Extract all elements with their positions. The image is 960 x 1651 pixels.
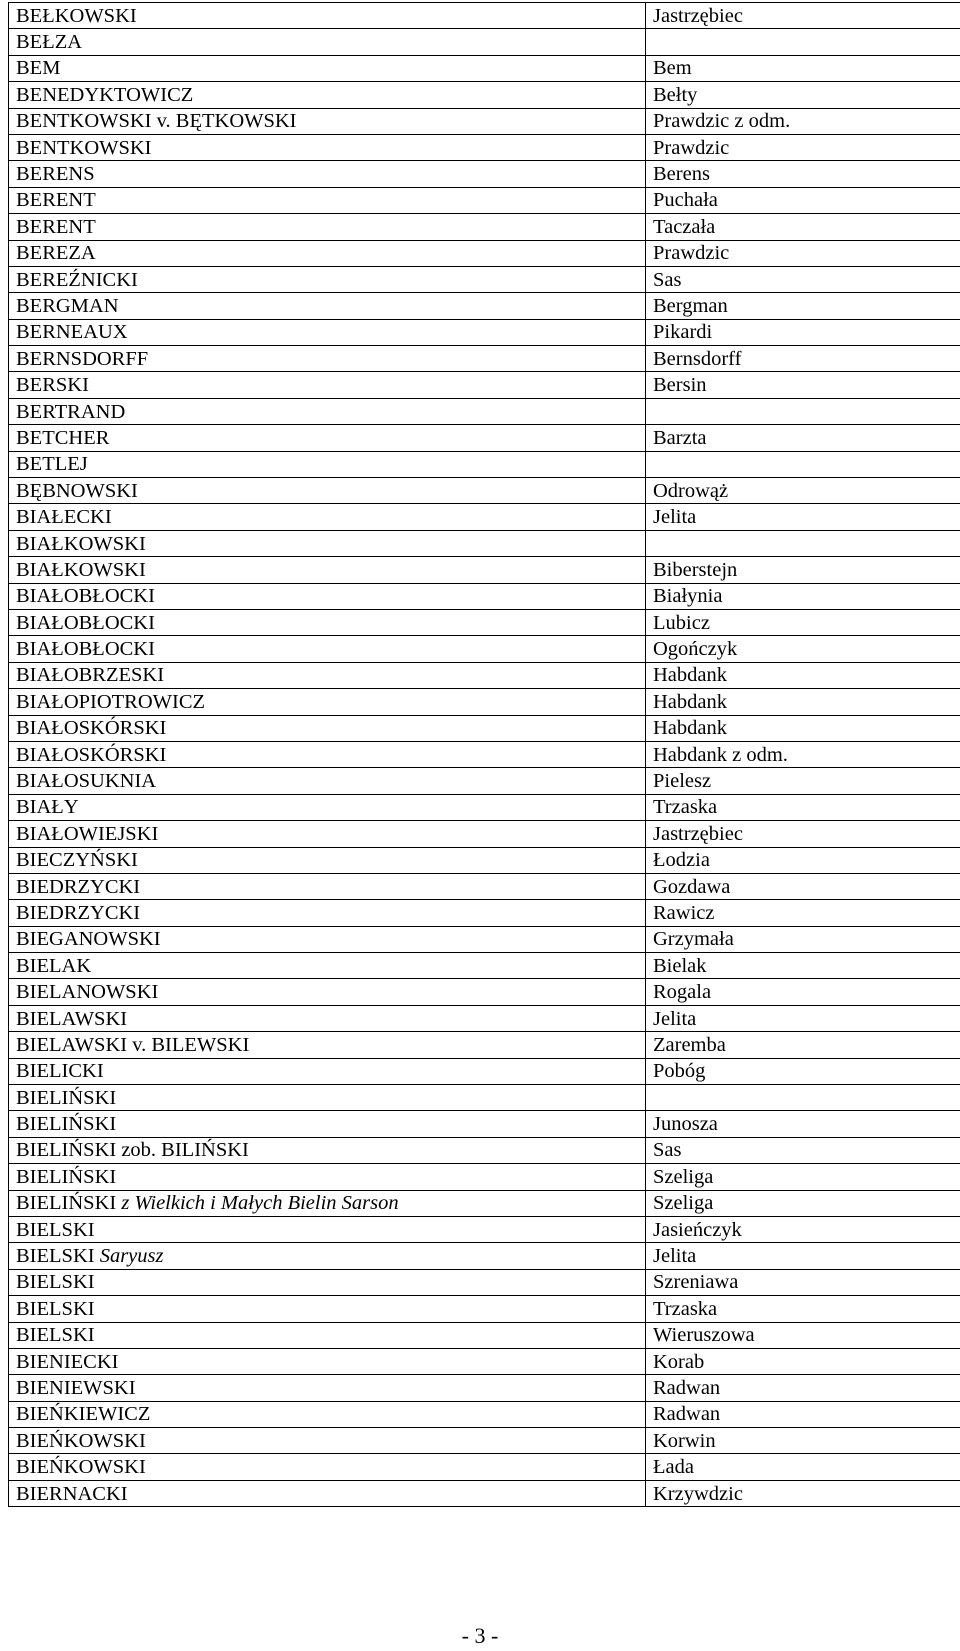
table-row xyxy=(9,425,960,451)
table-row xyxy=(9,1243,960,1269)
surname-text: BERENT xyxy=(16,215,96,238)
table-row xyxy=(9,979,960,1005)
surname-cell xyxy=(9,319,646,345)
surname-cell xyxy=(9,1005,646,1031)
crest-cell: Pielesz xyxy=(646,768,960,794)
table-row xyxy=(9,478,960,504)
surname-text: BIELSKI xyxy=(16,1271,95,1294)
surname-text: BENEDYKTOWICZ xyxy=(16,83,194,106)
surname-cell xyxy=(9,1243,646,1269)
table-row xyxy=(9,689,960,715)
surname-text: BIAŁOPIOTROWICZ xyxy=(16,690,206,713)
surname-crest-table xyxy=(8,2,960,1507)
surname-cell xyxy=(9,1428,646,1454)
surname-cell xyxy=(9,1348,646,1374)
crest-cell: Szreniawa xyxy=(646,1269,960,1295)
surname-text: BIELAK xyxy=(16,954,92,977)
crest-cell: Trzaska xyxy=(646,1296,960,1322)
surname-text: BERNSDORFF xyxy=(16,347,149,370)
crest-cell: Radwan xyxy=(646,1375,960,1401)
surname-text: BIELIŃSKI xyxy=(16,1165,117,1188)
surname-cell xyxy=(9,1058,646,1084)
table-row xyxy=(9,1137,960,1163)
table-row xyxy=(9,1454,960,1480)
surname-text: BERSKI xyxy=(16,374,89,397)
surname-text: BENTKOWSKI xyxy=(16,136,152,159)
crest-cell xyxy=(646,451,960,477)
surname-cell xyxy=(9,293,646,319)
table-row xyxy=(9,55,960,81)
table-row xyxy=(9,187,960,213)
table-row xyxy=(9,1032,960,1058)
surname-text: BIAŁOBŁOCKI xyxy=(16,611,155,634)
crest-cell: Lubicz xyxy=(646,609,960,635)
table-body xyxy=(9,3,960,1507)
table-row xyxy=(9,662,960,688)
crest-cell: Łodzia xyxy=(646,847,960,873)
crest-cell xyxy=(646,1085,960,1111)
crest-cell: Bernsdorff xyxy=(646,346,960,372)
surname-cell xyxy=(9,873,646,899)
crest-cell: Prawdzic z odm. xyxy=(646,108,960,134)
surname-cell xyxy=(9,662,646,688)
surname-text: BIEŃKIEWICZ xyxy=(16,1403,151,1426)
surname-text: BIENIEWSKI xyxy=(16,1377,136,1399)
surname-cell xyxy=(9,900,646,926)
crest-cell: Bełty xyxy=(646,82,960,108)
surname-cell xyxy=(9,794,646,820)
table-row xyxy=(9,240,960,266)
crest-cell: Radwan xyxy=(646,1401,960,1427)
crest-cell: Rogala xyxy=(646,979,960,1005)
crest-cell: Jasieńczyk xyxy=(646,1216,960,1242)
table-row xyxy=(9,847,960,873)
surname-text: BIAŁOSKÓRSKI xyxy=(16,717,167,740)
crest-cell: Pikardi xyxy=(646,319,960,345)
surname-text: BERNEAUX xyxy=(16,321,128,344)
crest-cell: Prawdzic xyxy=(646,240,960,266)
table-row xyxy=(9,636,960,662)
crest-cell: Trzaska xyxy=(646,794,960,820)
crest-cell: Habdank xyxy=(646,662,960,688)
table-row xyxy=(9,873,960,899)
crest-cell: Wieruszowa xyxy=(646,1322,960,1348)
surname-cell xyxy=(9,1032,646,1058)
crest-cell: Białynia xyxy=(646,583,960,609)
crest-cell xyxy=(646,530,960,556)
surname-cell xyxy=(9,530,646,556)
surname-cell xyxy=(9,266,646,292)
surname-text: BIAŁOWIEJSKI xyxy=(16,822,159,845)
surname-text: BIERNACKI xyxy=(16,1482,128,1505)
crest-cell: Szeliga xyxy=(646,1164,960,1190)
surname-text: BERGMAN xyxy=(16,294,119,317)
surname-cell xyxy=(9,1269,646,1295)
table-row xyxy=(9,1480,960,1506)
surname-text: BEŁZA xyxy=(16,31,83,54)
surname-cell xyxy=(9,1216,646,1242)
crest-cell: Junosza xyxy=(646,1111,960,1137)
surname-cell xyxy=(9,134,646,160)
surname-text: BIELICKI xyxy=(16,1060,104,1083)
surname-cell xyxy=(9,1137,646,1163)
surname-cell xyxy=(9,108,646,134)
surname-cell xyxy=(9,821,646,847)
surname-text: BIELIŃSKI zob. BILIŃSKI xyxy=(16,1139,249,1162)
surname-text: BENTKOWSKI v. BĘTKOWSKI xyxy=(16,110,297,133)
crest-cell: Jelita xyxy=(646,504,960,530)
surname-text: BIELIŃSKI xyxy=(16,1192,117,1215)
surname-cell xyxy=(9,768,646,794)
crest-cell: Bergman xyxy=(646,293,960,319)
table-row xyxy=(9,1375,960,1401)
surname-text: BIAŁOBŁOCKI xyxy=(16,638,155,661)
table-row xyxy=(9,1216,960,1242)
table-row xyxy=(9,3,960,29)
surname-cell xyxy=(9,926,646,952)
surname-text: BIELIŃSKI xyxy=(16,1086,117,1109)
crest-cell: Barzta xyxy=(646,425,960,451)
surname-cell xyxy=(9,953,646,979)
surname-text: BIELSKI xyxy=(16,1245,95,1268)
table-row xyxy=(9,900,960,926)
surname-cell xyxy=(9,1401,646,1427)
crest-cell: Habdank xyxy=(646,715,960,741)
surname-cell xyxy=(9,82,646,108)
surname-text: BIELAWSKI v. BILEWSKI xyxy=(16,1033,250,1056)
table-row xyxy=(9,319,960,345)
table-row xyxy=(9,1401,960,1427)
crest-cell xyxy=(646,398,960,424)
surname-text: BEREŹNICKI xyxy=(16,268,138,291)
surname-cell xyxy=(9,214,646,240)
crest-cell: Pobóg xyxy=(646,1058,960,1084)
surname-text: BERENT xyxy=(16,189,96,212)
crest-cell: Habdank z odm. xyxy=(646,741,960,767)
table-row xyxy=(9,821,960,847)
surname-text: BEM xyxy=(16,57,61,80)
table-row xyxy=(9,266,960,292)
surname-cell xyxy=(9,1480,646,1506)
table-row xyxy=(9,1296,960,1322)
surname-cell xyxy=(9,3,646,29)
crest-cell: Bersin xyxy=(646,372,960,398)
surname-text: BIAŁY xyxy=(16,796,79,819)
surname-cell xyxy=(9,398,646,424)
surname-cell xyxy=(9,372,646,398)
surname-text: BIECZYŃSKI xyxy=(16,849,138,872)
surname-cell xyxy=(9,240,646,266)
surname-cell xyxy=(9,715,646,741)
surname-cell xyxy=(9,161,646,187)
surname-cell xyxy=(9,583,646,609)
table-row xyxy=(9,1348,960,1374)
surname-text: BIELIŃSKI xyxy=(16,1113,117,1136)
crest-cell: Taczała xyxy=(646,214,960,240)
crest-cell: Sas xyxy=(646,1137,960,1163)
crest-cell: Prawdzic xyxy=(646,134,960,160)
surname-cell xyxy=(9,557,646,583)
table-row xyxy=(9,926,960,952)
surname-text: BEŁKOWSKI xyxy=(16,4,137,27)
crest-cell: Bielak xyxy=(646,953,960,979)
surname-text: BĘBNOWSKI xyxy=(16,479,138,502)
surname-note: Saryusz xyxy=(99,1245,164,1268)
surname-cell xyxy=(9,1296,646,1322)
surname-cell xyxy=(9,1190,646,1216)
surname-cell xyxy=(9,504,646,530)
surname-cell xyxy=(9,1454,646,1480)
page-number: - 3 - xyxy=(461,1623,499,1648)
crest-cell: Gozdawa xyxy=(646,873,960,899)
surname-text: BIEŃKOWSKI xyxy=(16,1456,146,1479)
table-row xyxy=(9,1269,960,1295)
crest-cell: Łada xyxy=(646,1454,960,1480)
crest-cell: Bem xyxy=(646,55,960,81)
surname-cell xyxy=(9,29,646,55)
table-row xyxy=(9,293,960,319)
table-row xyxy=(9,29,960,55)
surname-text: BIAŁOBRZESKI xyxy=(16,664,165,687)
surname-cell xyxy=(9,636,646,662)
table-row xyxy=(9,398,960,424)
crest-cell: Korab xyxy=(646,1348,960,1374)
crest-cell: Ogończyk xyxy=(646,636,960,662)
table-row xyxy=(9,953,960,979)
surname-text: BIEDRZYCKI xyxy=(16,875,141,898)
surname-cell xyxy=(9,741,646,767)
surname-text: BETCHER xyxy=(16,426,110,449)
crest-cell: Puchała xyxy=(646,187,960,213)
surname-text: BIAŁOSKÓRSKI xyxy=(16,743,167,766)
surname-cell xyxy=(9,1322,646,1348)
surname-text: BIEGANOWSKI xyxy=(16,928,161,951)
surname-cell xyxy=(9,1375,646,1401)
table-row xyxy=(9,372,960,398)
crest-cell: Jelita xyxy=(646,1243,960,1269)
surname-cell xyxy=(9,979,646,1005)
crest-cell: Rawicz xyxy=(646,900,960,926)
surname-text: BIEDRZYCKI xyxy=(16,901,141,924)
surname-cell xyxy=(9,1111,646,1137)
table-row xyxy=(9,715,960,741)
table-row xyxy=(9,504,960,530)
surname-text: BIAŁOBŁOCKI xyxy=(16,585,155,608)
surname-text: BIELSKI xyxy=(16,1218,95,1241)
crest-cell: Grzymała xyxy=(646,926,960,952)
surname-cell xyxy=(9,346,646,372)
surname-text: BEREZA xyxy=(16,242,96,265)
crest-cell: Jastrzębiec xyxy=(646,821,960,847)
crest-cell: Biberstejn xyxy=(646,557,960,583)
crest-cell: Zaremba xyxy=(646,1032,960,1058)
table-row xyxy=(9,1111,960,1137)
crest-cell: Krzywdzic xyxy=(646,1480,960,1506)
crest-cell: Jelita xyxy=(646,1005,960,1031)
crest-cell: Korwin xyxy=(646,1428,960,1454)
crest-cell: Jastrzębiec xyxy=(646,3,960,29)
surname-cell xyxy=(9,425,646,451)
table-row xyxy=(9,768,960,794)
crest-cell: Szeliga xyxy=(646,1190,960,1216)
surname-note: z Wielkich i Małych Bielin Sarson xyxy=(121,1192,399,1215)
surname-text: BIAŁECKI xyxy=(16,506,112,529)
table-row xyxy=(9,1085,960,1111)
surname-cell xyxy=(9,478,646,504)
surname-text: BETLEJ xyxy=(16,453,88,476)
table-row xyxy=(9,134,960,160)
table-row xyxy=(9,609,960,635)
surname-text: BIAŁKOWSKI xyxy=(16,558,146,581)
surname-cell xyxy=(9,689,646,715)
table-row xyxy=(9,794,960,820)
table-row xyxy=(9,82,960,108)
table-row xyxy=(9,214,960,240)
crest-cell: Sas xyxy=(646,266,960,292)
surname-text: BIEŃKOWSKI xyxy=(16,1429,146,1452)
surname-text: BIELAWSKI xyxy=(16,1007,128,1030)
table-row xyxy=(9,1428,960,1454)
table-row xyxy=(9,161,960,187)
table-row xyxy=(9,1164,960,1190)
surname-cell xyxy=(9,187,646,213)
surname-text: BIAŁOSUKNIA xyxy=(16,770,157,793)
surname-text: BIELSKI xyxy=(16,1324,95,1347)
table-row xyxy=(9,741,960,767)
table-row xyxy=(9,557,960,583)
surname-cell xyxy=(9,847,646,873)
table-row xyxy=(9,583,960,609)
surname-cell xyxy=(9,1085,646,1111)
surname-text: BIELSKI xyxy=(16,1297,95,1320)
surname-cell xyxy=(9,1164,646,1190)
table-row xyxy=(9,530,960,556)
crest-cell: Berens xyxy=(646,161,960,187)
surname-text: BERENS xyxy=(16,163,95,186)
surname-cell xyxy=(9,451,646,477)
surname-text: BIAŁKOWSKI xyxy=(16,532,146,555)
crest-cell xyxy=(646,29,960,55)
crest-cell: Habdank xyxy=(646,689,960,715)
surname-text: BIENIECKI xyxy=(16,1350,119,1373)
table-row xyxy=(9,346,960,372)
surname-text: BERTRAND xyxy=(16,400,126,423)
table-row xyxy=(9,1322,960,1348)
table-row xyxy=(9,1190,960,1216)
table-row xyxy=(9,1005,960,1031)
table-row xyxy=(9,451,960,477)
surname-text: BIELANOWSKI xyxy=(16,981,159,1004)
surname-cell xyxy=(9,55,646,81)
crest-cell: Odrowąż xyxy=(646,478,960,504)
surname-cell xyxy=(9,609,646,635)
table-row xyxy=(9,108,960,134)
table-row xyxy=(9,1058,960,1084)
